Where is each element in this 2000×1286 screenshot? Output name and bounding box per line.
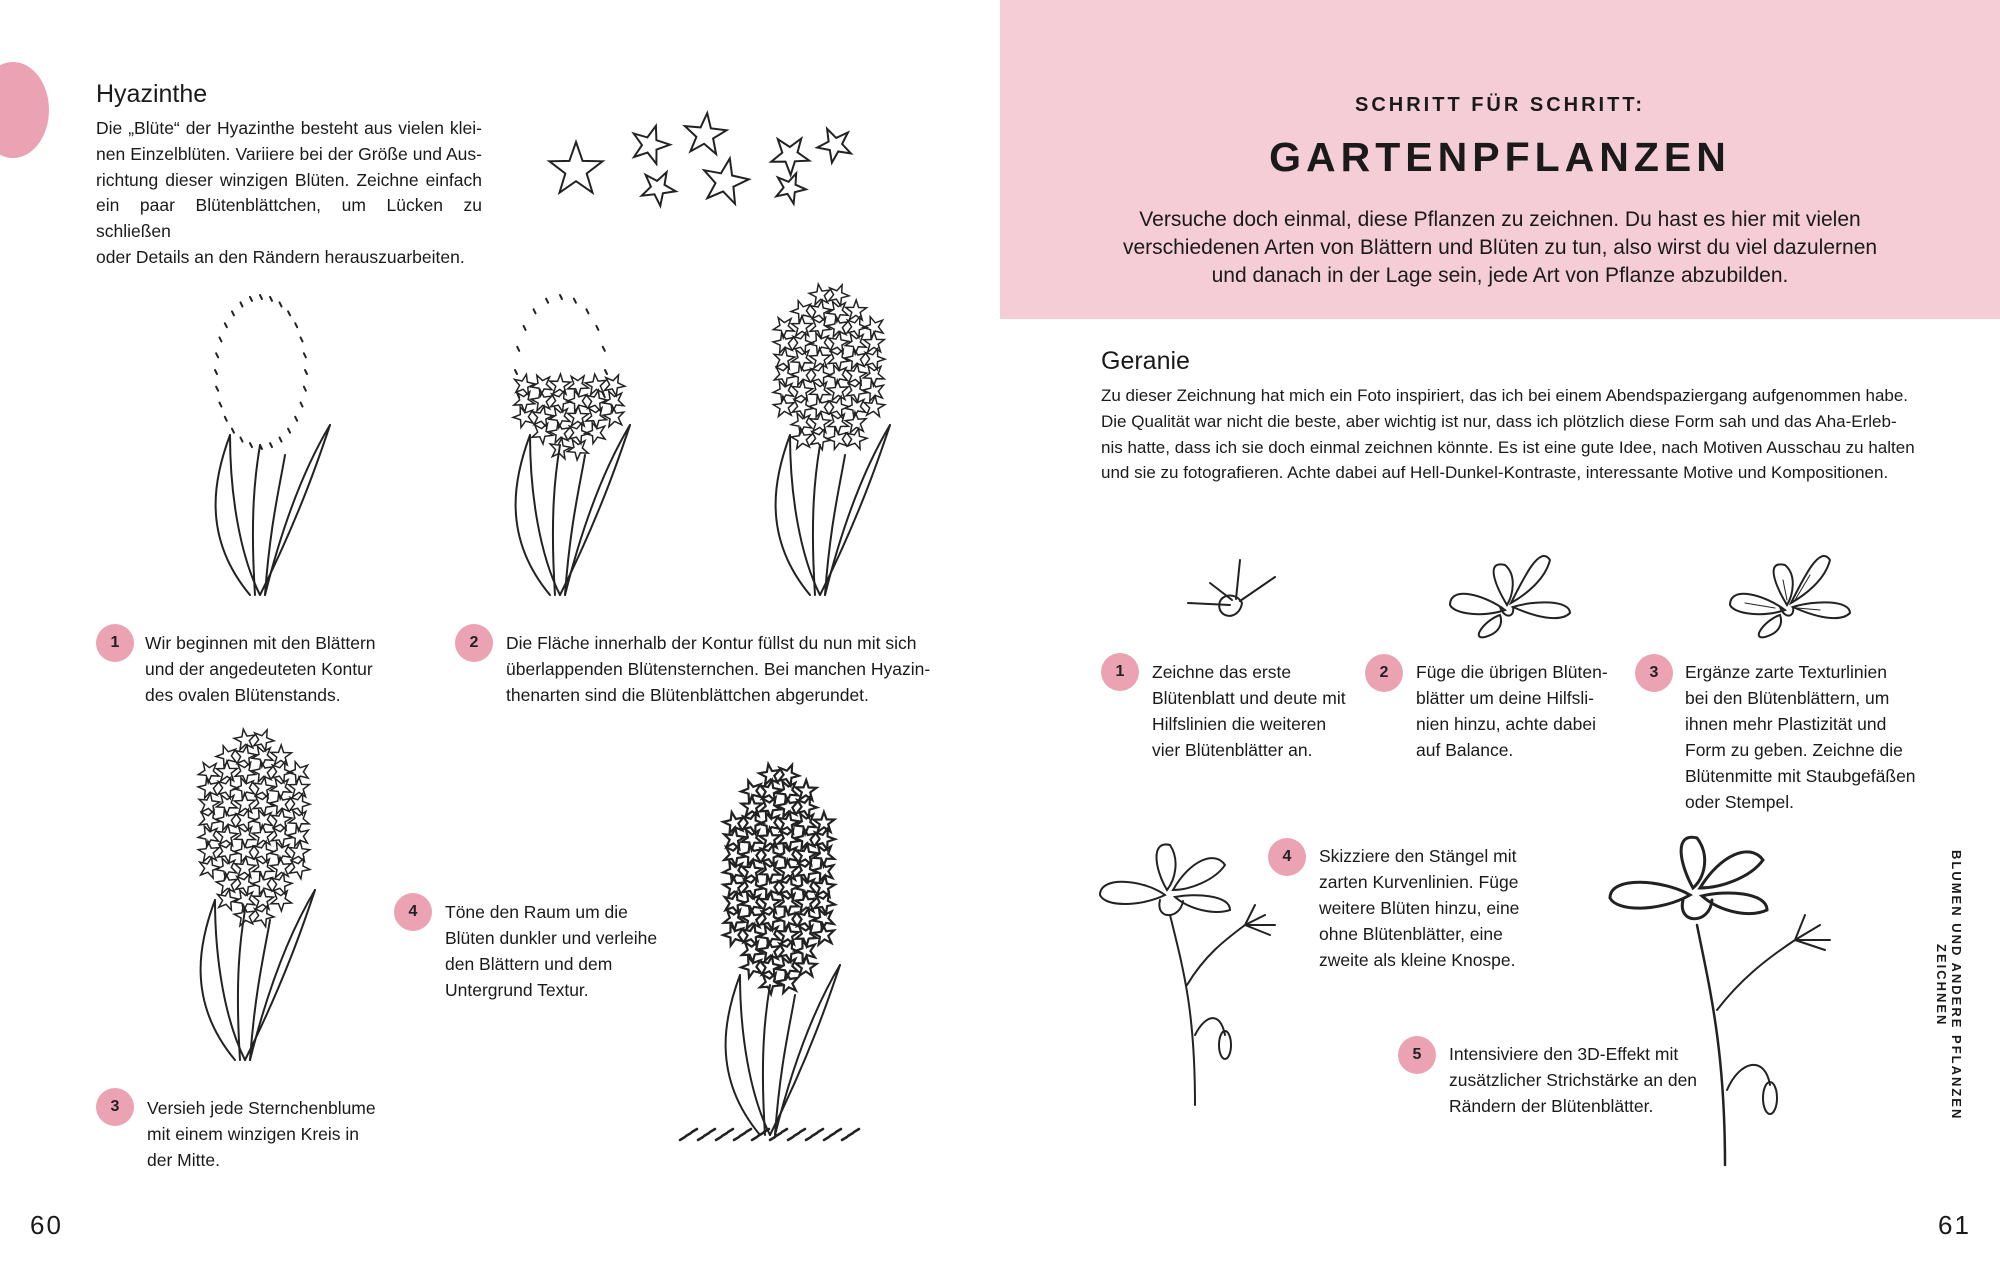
leaf-stroke (776, 1133, 781, 1136)
floret-mark (217, 761, 238, 781)
floret-mark (742, 796, 763, 816)
leaf-stroke (515, 370, 517, 374)
leaf-stroke (794, 1133, 799, 1136)
leaf-stroke (782, 1129, 787, 1132)
floret-mark (568, 406, 589, 426)
floret-mark (235, 827, 256, 847)
floret-mark (846, 364, 867, 385)
leaf-stroke (295, 323, 297, 327)
floret-mark (778, 924, 799, 944)
floret-mark (634, 126, 670, 164)
floret-mark (198, 841, 219, 861)
floret-mark (792, 316, 813, 336)
leaf-stroke (790, 435, 820, 595)
leaf-stroke (565, 455, 585, 595)
floret-mark (288, 825, 308, 846)
leaf-stroke (238, 910, 245, 1060)
leaf-stroke (240, 438, 242, 442)
leaf-stroke (825, 455, 845, 595)
geranie-step-badge-3: 3 (1635, 654, 1673, 692)
floret-mark (253, 794, 274, 815)
leaf-stroke (270, 443, 272, 447)
step-text-4: Töne den Raum um die Blüten dunkler und verleihe den Blättern und dem Untergrund Textur. (445, 902, 658, 1000)
floret-mark (271, 891, 292, 911)
leaf-stroke (288, 311, 290, 315)
floret-mark (796, 780, 817, 800)
leaf-stroke (301, 337, 303, 341)
text-line: und sie zu fotografieren. Achte dabei auf Hell-Dunkel-Kontraste, interessante Motive und Kompositionen. (1101, 463, 1889, 483)
leaf-stroke (295, 417, 297, 421)
floret-mark (515, 374, 535, 395)
leaf-stroke (253, 445, 260, 595)
hyacinth-step3-illustration (730, 275, 910, 605)
geranium-step2-illustration (1445, 545, 1575, 640)
floret-mark (810, 412, 831, 432)
leaf-stroke (770, 965, 840, 1135)
geranie-step-text-1: Zeichne das erste Blütenblatt und deute mit Hilfslinien die weiteren vier Blütenblätter an. (1152, 662, 1346, 760)
hyazinthe-intro (96, 116, 482, 271)
leaf-stroke (216, 353, 218, 357)
text-line: oder Details an den Rändern herauszuarbeiten. (96, 246, 465, 267)
floret-mark (216, 809, 236, 830)
floret-mark (845, 412, 866, 433)
leaf-stroke (813, 445, 820, 595)
section-heading-geranie: Geranie (1101, 347, 1190, 375)
floret-mark (777, 972, 798, 993)
floret-mark (549, 142, 602, 193)
step-badge-3: 3 (96, 1088, 134, 1126)
floret-mark (289, 858, 310, 879)
floret-mark (760, 798, 781, 818)
floret-mark (774, 348, 795, 369)
leaf-stroke (250, 920, 270, 1060)
floret-mark (704, 159, 749, 204)
geranie-step-badge-4: 4 (1268, 838, 1306, 876)
floret-mark (809, 284, 830, 305)
leaf-stroke (215, 370, 217, 374)
floret-mark (776, 173, 806, 203)
step-text-3: Versieh jede Sternchenblume mit einem winzigen Kreis in der Mitte. (147, 1098, 376, 1170)
floret-mark (252, 825, 273, 845)
floret-mark (234, 729, 255, 750)
leaf-stroke (710, 1129, 715, 1132)
leaf-stroke (304, 387, 306, 391)
geranie-step-badge-2: 2 (1365, 654, 1403, 692)
leaf-stroke (225, 323, 227, 327)
text-line: richtung dieser winzigen Blüten. Zeichne einfach (96, 169, 482, 190)
leaf-stroke (824, 1137, 829, 1140)
step-badge-1: 1 (96, 624, 134, 662)
floret-mark (199, 793, 220, 814)
leaf-stroke (553, 445, 560, 595)
leaf-stroke (842, 1137, 847, 1140)
leaf-stroke (232, 429, 234, 433)
leaf-stroke (265, 455, 285, 595)
leaf-stroke (260, 425, 330, 595)
floret-mark (814, 876, 835, 896)
floret-mark (773, 332, 793, 353)
leaf-stroke (517, 347, 519, 351)
leaf-stroke (305, 370, 307, 374)
section-heading-hyazinthe: Hyazinthe (96, 80, 208, 108)
floret-mark (603, 406, 624, 427)
leaf-stroke (603, 347, 605, 351)
leaf-stroke (770, 1137, 775, 1140)
page-number-left: 60 (30, 1210, 63, 1240)
floret-mark (270, 842, 291, 863)
floret-mark (549, 422, 570, 443)
floret-mark (532, 424, 553, 445)
step-badge-4: 4 (394, 893, 432, 931)
floret-mark (217, 825, 238, 845)
geranium-step4-illustration (1095, 835, 1295, 1115)
leaf-stroke (240, 302, 242, 306)
leaf-stroke (230, 435, 260, 595)
leaf-stroke (854, 1129, 859, 1132)
floret-mark (810, 318, 831, 338)
leaf-stroke (219, 337, 221, 341)
floret-mark (814, 812, 835, 832)
floret-mark (271, 745, 292, 765)
leaf-stroke (740, 1133, 745, 1136)
floret-mark (550, 374, 571, 394)
step-text-2: Die Fläche innerhalb der Kontur füllst du nun mit sich überlappenden Blütensternchen. Bei manchen Hyazin- thenarten sind die Blütenblättchen abgerundet. (506, 633, 931, 705)
leaf-stroke (746, 1129, 751, 1132)
floret-mark (270, 793, 290, 814)
floret-mark (586, 408, 607, 428)
text-line: ein paar Blütenblättchen, um Lücken zu schließen (96, 195, 482, 242)
geranium-step5-illustration (1605, 830, 1865, 1170)
leaf-stroke (800, 1129, 805, 1132)
page-title: GARTENPFLANZEN (1269, 134, 1731, 180)
leaf-stroke (848, 1133, 853, 1136)
floret-mark (531, 390, 552, 411)
floret-mark (254, 906, 274, 927)
step-text-1: Wir beginnen mit den Blättern und der angedeuteten Kontur des ovalen Blütenstands. (145, 633, 376, 705)
leaf-stroke (698, 1137, 703, 1140)
leaf-stroke (830, 1133, 835, 1136)
floret-mark (810, 382, 831, 402)
floret-mark (289, 777, 310, 797)
floret-mark (864, 396, 885, 416)
hyacinth-step2-illustration (470, 275, 650, 605)
floret-mark (796, 926, 817, 946)
floret-mark (828, 349, 849, 370)
floret-mark (759, 828, 780, 848)
floret-mark (846, 300, 867, 320)
geranium-step3-illustration (1725, 545, 1855, 640)
geranie-step-text-2: Füge die übrigen Blüten- blätter um deine Hilfsli- nien hinzu, achte dabei auf Balance. (1416, 662, 1608, 760)
decorative-circle (0, 62, 49, 158)
leaf-stroke (546, 299, 548, 303)
floret-mark (642, 172, 676, 206)
floret-mark (778, 894, 799, 914)
geranie-step-text-5: Intensiviere den 3D-Effekt mit zusätzlicher Strichstärke an den Rändern der Blütenblätter. (1449, 1044, 1698, 1116)
floret-mark (724, 910, 745, 930)
floret-mark (845, 397, 866, 418)
leaf-stroke (734, 1137, 739, 1140)
leaf-stroke (216, 387, 218, 391)
floret-mark (513, 407, 533, 428)
hyacinth-step3b-illustration (155, 720, 335, 1070)
floret-mark (864, 332, 885, 352)
floret-mark (845, 348, 865, 369)
floret-mark (813, 924, 834, 945)
floret-mark (792, 380, 813, 400)
leaf-stroke (726, 975, 760, 1135)
leaf-stroke (763, 985, 770, 1135)
geranie-step-text-4: Skizziere den Stängel mit zarten Kurvenlinien. Füge weitere Blüten hinzu, eine ohne Blütenblätter, eine zweite als kleine Knospe. (1319, 846, 1520, 970)
leaf-stroke (680, 1137, 685, 1140)
floret-mark (568, 376, 589, 396)
leaf-stroke (245, 890, 315, 1060)
leaf-stroke (686, 1133, 691, 1136)
leaf-stroke (806, 1137, 811, 1140)
leaf-stroke (605, 370, 607, 374)
leaf-stroke (722, 1133, 727, 1136)
floret-mark (741, 957, 761, 978)
floret-mark (723, 925, 743, 946)
leaf-stroke (260, 295, 262, 299)
geranie-step-badge-5: 5 (1398, 1036, 1436, 1074)
floret-mark (828, 414, 849, 434)
leaf-stroke (820, 425, 890, 595)
floret-mark (514, 392, 535, 412)
floret-mark (270, 857, 291, 878)
floret-mark (777, 860, 798, 880)
leaf-stroke (596, 326, 598, 330)
leaf-stroke (776, 435, 810, 595)
leaf-stroke (818, 1129, 823, 1132)
floret-mark (827, 316, 848, 337)
leaf-stroke (216, 435, 250, 595)
floret-mark (827, 380, 848, 400)
floret-mark (289, 841, 310, 861)
leaf-stroke (516, 435, 550, 595)
leaf-stroke (280, 438, 282, 442)
text-line: Die „Blüte“ der Hyazinthe besteht aus vielen klei- (96, 118, 482, 138)
leaf-stroke (740, 975, 770, 1135)
floret-mark (271, 809, 292, 830)
leaf-stroke (201, 900, 235, 1060)
floret-mark (253, 859, 274, 879)
geranie-step-badge-1: 1 (1101, 653, 1139, 691)
floret-mark (791, 364, 811, 385)
leaf-stroke (301, 403, 303, 407)
hyacinth-florets-illustration (540, 110, 860, 210)
floret-mark (796, 956, 817, 976)
text-line: nis hatte, dass ich sie doch einmal zeichnen könnte. Es ist eine gute Idee, nach Motiven Ausschau zu halten (1101, 437, 1915, 457)
leaf-stroke (574, 299, 576, 303)
leaf-stroke (250, 443, 252, 447)
text-line: Zu dieser Zeichnung hat mich ein Foto inspiriert, das ich bei einem Abendspaziergang aufgenommen habe. (1101, 386, 1909, 405)
leaf-stroke (280, 302, 282, 306)
floret-mark (773, 396, 794, 416)
leaf-stroke (288, 429, 290, 433)
leaf-stroke (788, 1137, 793, 1140)
leaf-stroke (530, 435, 560, 595)
hyacinth-step4-illustration (660, 755, 880, 1145)
leaf-stroke (560, 295, 562, 299)
text-line: nen Einzelblüten. Variiere bei der Größe und Aus- (96, 143, 482, 164)
floret-mark (252, 761, 273, 782)
leaf-stroke (728, 1129, 733, 1132)
floret-mark (760, 974, 781, 995)
leaf-stroke (250, 297, 252, 301)
leaf-stroke (812, 1133, 817, 1136)
text-line: Die Qualität war nicht die beste, aber wichtig ist nur, dass ich plötzlich diese Form sah und das Aha-Erleb- (1101, 411, 1897, 431)
side-running-title: BLUMEN UND ANDERE PFLANZEN ZEICHNEN (1934, 849, 1964, 1121)
geranium-step1-illustration (1180, 555, 1280, 635)
leaf-stroke (586, 309, 588, 313)
floret-mark (777, 796, 798, 817)
leaf-stroke (692, 1129, 697, 1132)
floret-mark (235, 763, 256, 783)
leaf-stroke (270, 297, 272, 301)
leaf-stroke (752, 1137, 757, 1140)
leaf-stroke (304, 353, 306, 357)
intro-text: Versuche doch einmal, diese Pflanzen zu zeichnen. Du hast es hier mit vielen verschiedenen Arten von Blättern und Blüten zu tun, also wirst du viel dazulernen und danach in der Lage sein, jede Art von Pflanze abzubilden. (1122, 208, 1878, 287)
leaf-stroke (524, 326, 526, 330)
floret-mark (198, 777, 218, 798)
page-number-right: 61 (1938, 1210, 1971, 1240)
hyacinth-step1-illustration (170, 275, 350, 605)
floret-mark (742, 942, 763, 962)
geranie-body (1101, 383, 1915, 486)
floret-mark (771, 139, 809, 176)
floret-mark (817, 129, 851, 163)
kicker: SCHRITT FÜR SCHRITT: (1355, 94, 1645, 116)
floret-mark (863, 380, 883, 401)
step-badge-2: 2 (455, 624, 493, 662)
floret-mark (253, 889, 274, 909)
leaf-stroke (534, 309, 536, 313)
leaf-stroke (560, 425, 630, 595)
floret-mark (235, 857, 256, 877)
leaf-stroke (219, 403, 221, 407)
leaf-stroke (232, 311, 234, 315)
floret-mark (685, 113, 727, 154)
geranie-step-text-3: Ergänze zarte Texturlinien bei den Blütenblättern, um ihnen mehr Plastizität und Form zu geben. Zeichne die Blütenmitte mit Staubgefäßen oder Stempel. (1685, 662, 1916, 812)
leaf-stroke (775, 995, 795, 1135)
leaf-stroke (225, 417, 227, 421)
leaf-stroke (716, 1137, 721, 1140)
leaf-stroke (836, 1129, 841, 1132)
leaf-stroke (704, 1133, 709, 1136)
